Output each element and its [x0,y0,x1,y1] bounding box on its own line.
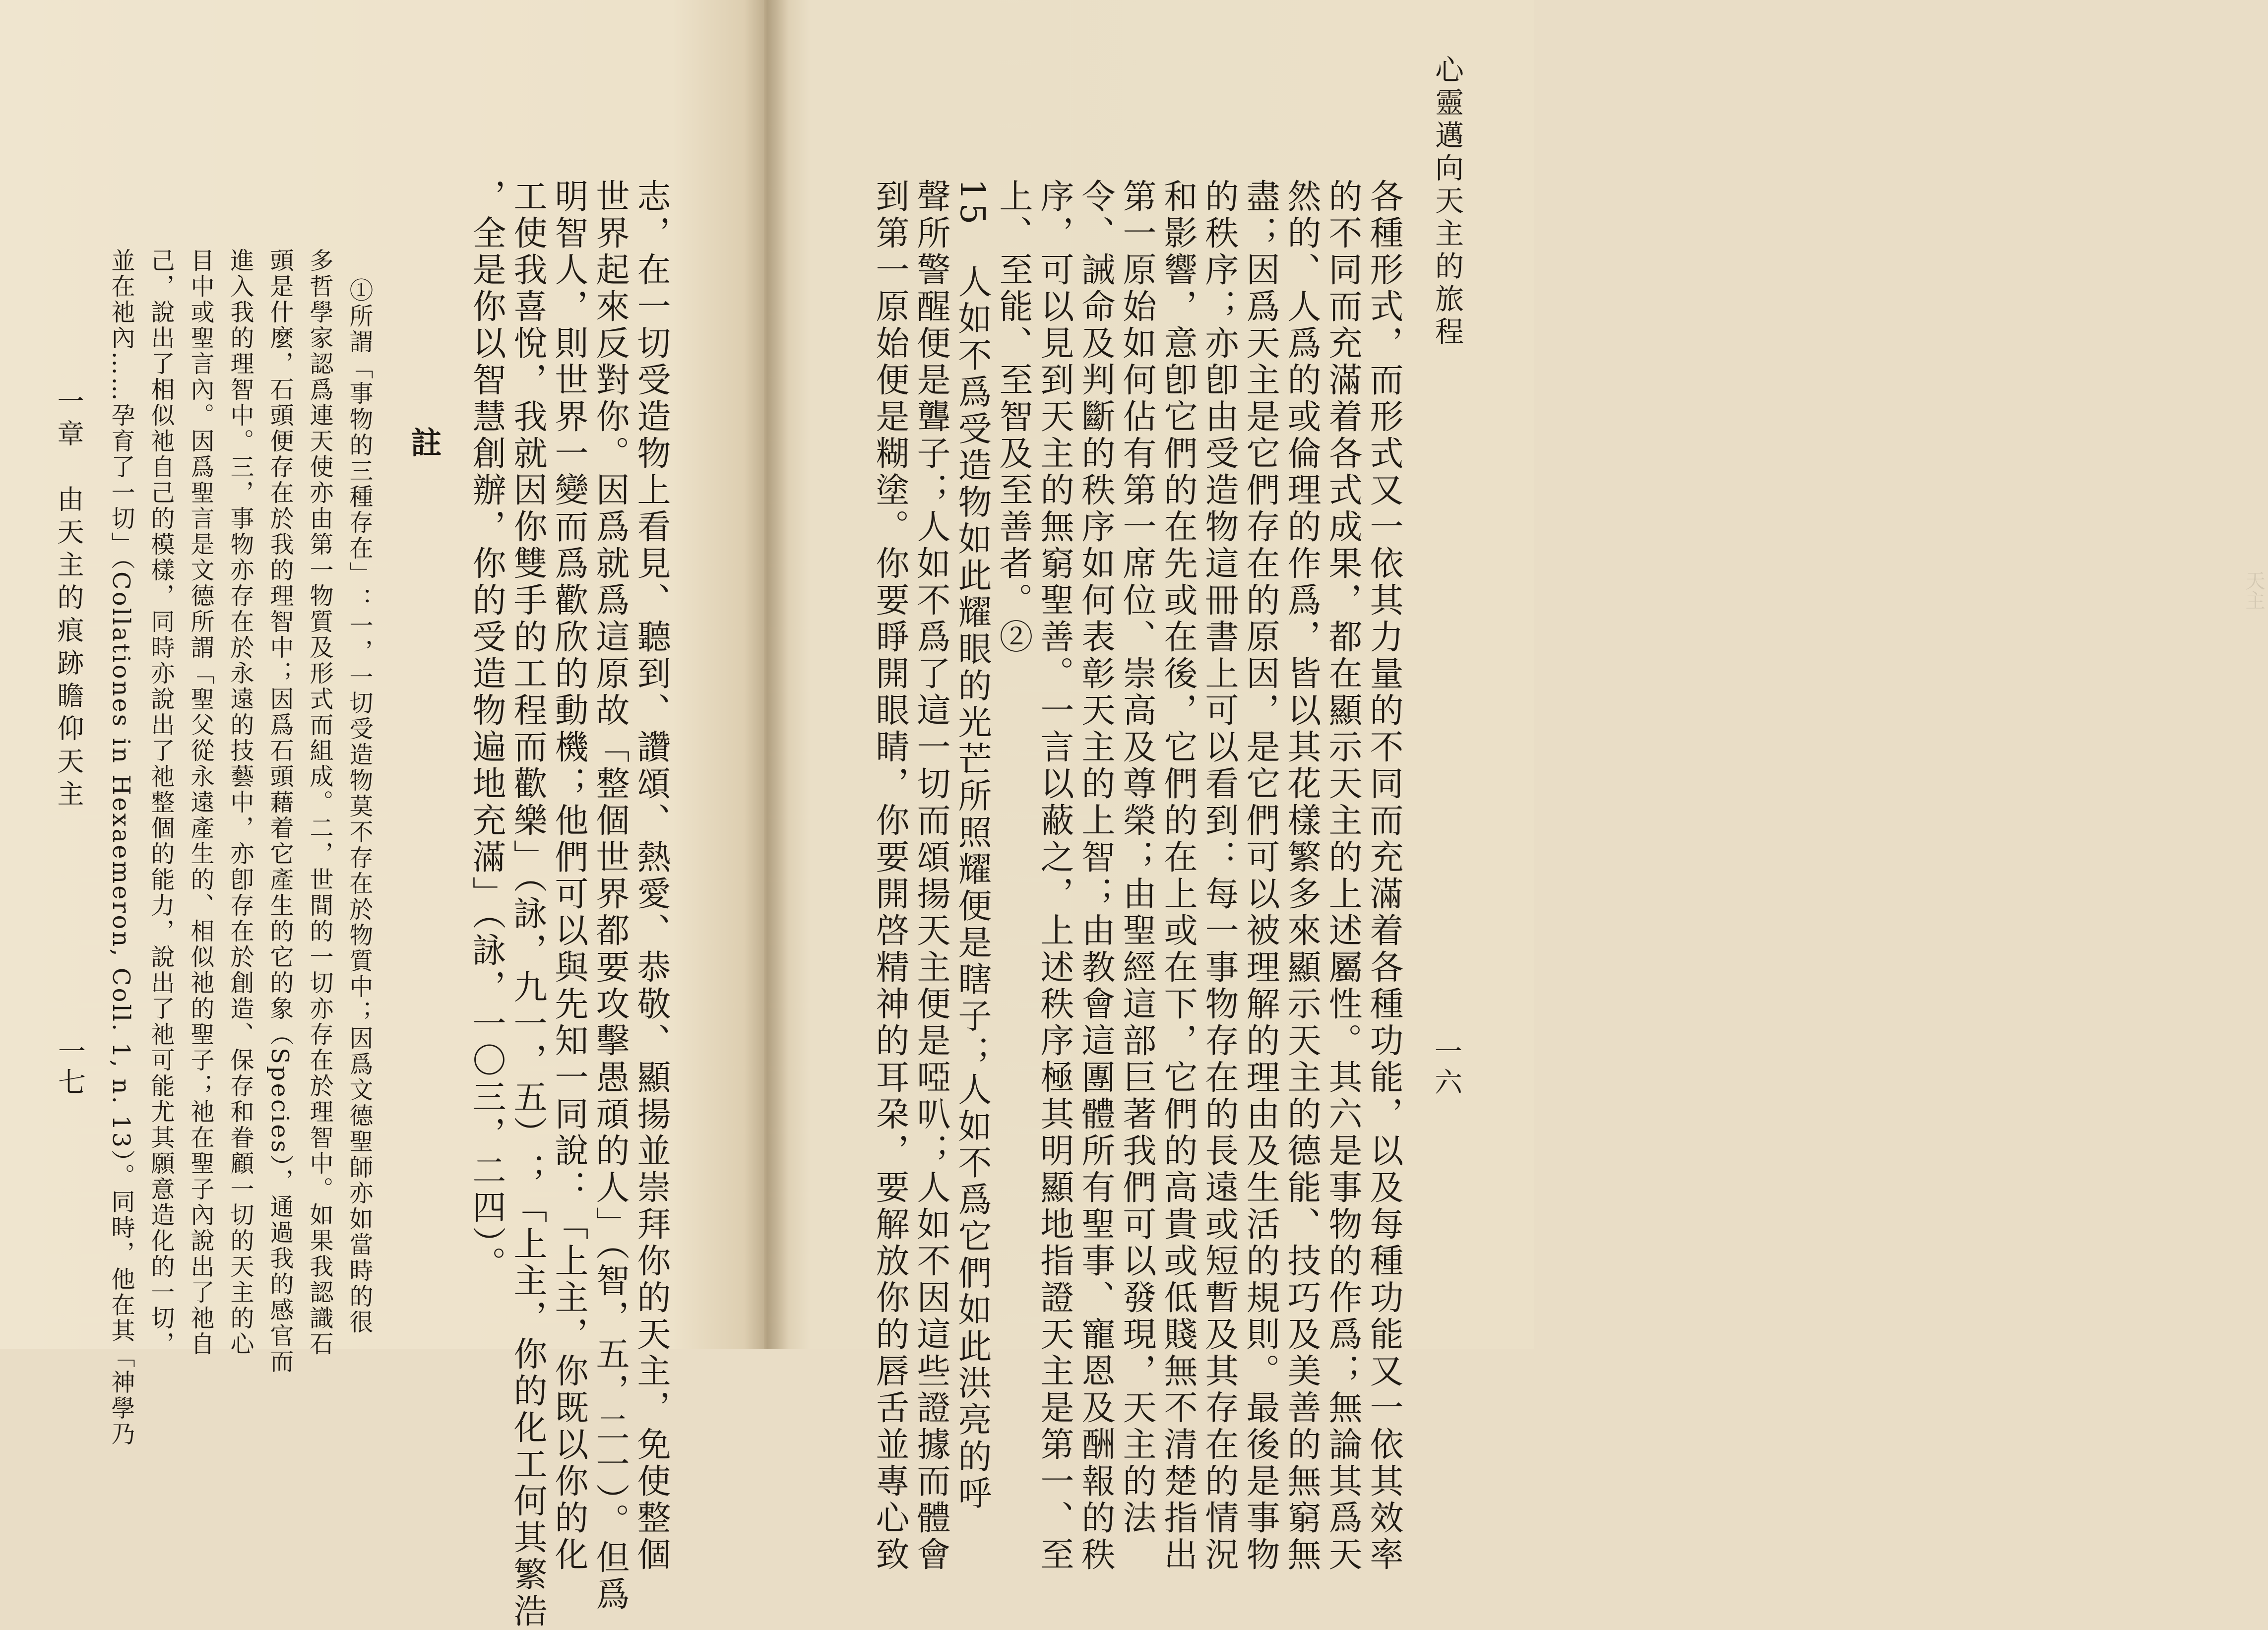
right-body-column: 各種形式，而形式又一依其力量的不同而充滿着各種功能，以及每種功能又一依其效率 [1364,179,1403,1573]
show-through-text: 天主 [2242,570,2265,610]
footnote-column: 頭是什麼，石頭便存在於我的理智中；因爲石頭藉着它產生的它的象（Species），通過我的感官而 [266,248,294,1375]
left-body-column: ，全是你以智慧創辦，你的受造物遍地充滿」（詠，一〇三，二四）。 [467,179,506,1283]
right-body-column: 然的、人爲的或倫理的作爲，皆以其花樣繁多來顯示天主的德能、技巧及美善的無窮無 [1282,179,1321,1573]
right-body-column: 上、至能、至智及至善者。② [994,179,1033,656]
running-footer-chapter: 一章 由天主的痕跡瞻仰天主 [53,387,84,813]
right-page-number: 一六 [1430,1037,1462,1098]
footnote-column: 目中或聖言內。因爲聖言是文德所謂「聖父從永遠產生的、相似祂的聖子；祂在聖子內說出了祂自 [187,248,214,1357]
right-body-column: 盡；因爲天主是它們存在的原因，是它們可以被理解的理由及生活的規則。最後是事物 [1241,179,1280,1573]
footnote-column: 並在祂內……孕育了一切」（Collationes in Hexaemeron, Coll. 1, n. 13）。同時，他在其「神學乃 [107,248,135,1447]
right-body-column: 的秩序；亦卽由受造物這冊書上可以看到：每一事物存在的長遠或短暫及其存在的情況 [1199,179,1239,1573]
left-page-number: 一七 [54,1037,86,1098]
right-body-column: 聲所警醒便是聾子；人如不爲了這一切而頌揚天主便是啞叭；人如不因這些證據而體會 [911,179,950,1573]
right-body-column: 到第一原始便是糊塗。你要睜開眼睛，你要開啓精神的耳朶，要解放你的唇舌並專心致 [870,179,909,1573]
right-body-column: 令、誡命及判斷的秩序如何表彰天主的上智；由教會這團體所有聖事、寵恩及酬報的秩 [1076,179,1115,1573]
book-gutter [744,0,789,1349]
left-body-column: 世界起來反對你。因爲就爲這原故「整個世界都要攻擊愚頑的人」（智，五，二一）。但爲 [590,179,630,1613]
left-body-column: 志，在一切受造物上看見、聽到、讚頌、熱愛、恭敬、顯揚並崇拜你的天主，免使整個 [631,179,671,1573]
left-body-column: 明智人，則世界一變而爲歡欣的動機；他們可以與先知一同說：「上主，你既以你的化 [549,179,588,1573]
right-body-column: 第一原始如何佔有第一席位、崇高及尊榮；由聖經這部巨著我們可以發現，天主的法 [1117,179,1156,1537]
right-body-column: 序，可以見到天主的無窮聖善。一言以蔽之，上述秩序極其明顯地指證天主是第一、至 [1035,179,1074,1573]
footnote-column: ①所謂「事物的三種存在」：一，一切受造物莫不存在於物質中；因爲文德聖師亦如當時的很 [345,278,373,1335]
footnote-column: 多哲學家認爲連天使亦由第一物質及形式而組成。二，世間的一切亦存在於理智中。如果我認識石 [306,248,333,1357]
notes-heading: 註 [406,427,442,457]
left-body-column: 工使我喜悅，我就因你雙手的工程而歡樂」（詠，九一，五）；「上主，你的化工何其繁浩 [508,179,547,1630]
right-body-column: 和影響，意卽它們的在先或在後，它們的在上或在下，它們的高貴或低賤無不清楚指出 [1158,179,1197,1573]
footnote-column: 進入我的理智中。三，事物亦存在於永遠的技藝中，亦卽存在於創造、保存和眷顧一切的天主的心 [226,248,254,1357]
right-body-column: 15 人如不爲受造物如此耀眼的光芒所照耀便是瞎子；人如不爲它們如此洪亮的呼 [952,179,992,1512]
right-body-column: 的不同而充滿着各式成果，都在顯示天主的上述屬性。其六是事物的作爲；無論其爲天 [1323,179,1362,1573]
footnote-column: 己，說出了相似祂自己的模樣，同時亦說出了祂整個的能力，說出了祂可能尤其願意造化的一切， [147,248,175,1357]
running-header-title: 心靈邁向天主的旅程 [1430,55,1464,349]
